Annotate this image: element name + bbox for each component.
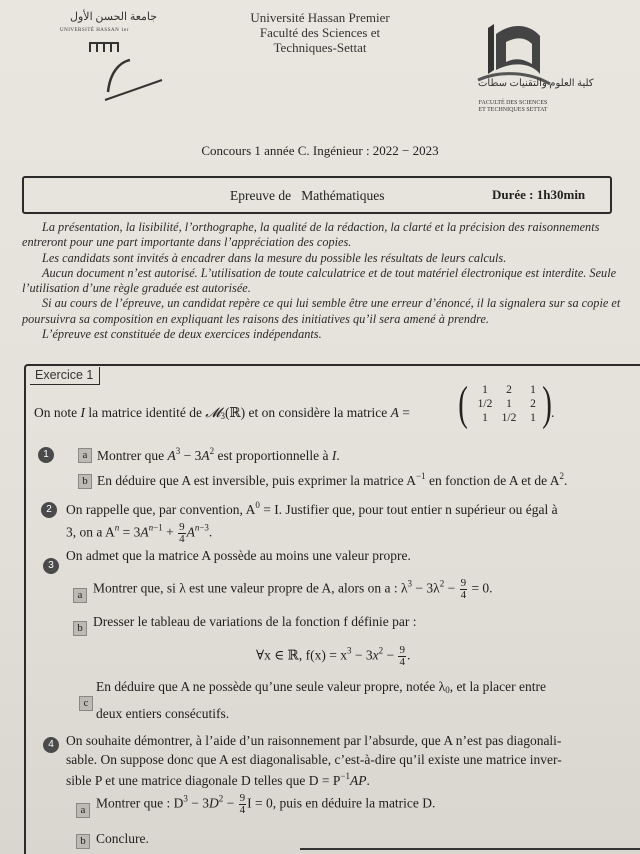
exercise-intro: On note I la matrice identité de 𝓜$_3$(ℝ) et on considère la matrice A = (34, 405, 410, 421)
instruction-paragraph: L’épreuve est constituée de deux exercices indépendants. (42, 327, 322, 342)
university-latin-small: UNIVERSITÉ HASSAN 1er (60, 28, 129, 33)
faculty-latin-small-line1: FACULTÉ DES SCIENCES (478, 100, 548, 106)
matrix-entry: 1/2 (477, 398, 493, 410)
q3b-formula-a: ∀x ∈ ℝ, f(x) = x (256, 647, 347, 663)
instruction-paragraph: Aucun document n’est autorisé. L’utilisation de toute calculatrice et de tout matériel électronique est interdite. Seule l’utilisation d’une règle graduée est autorisée. (22, 265, 617, 296)
intro-text-c: et on considère la matrice (245, 405, 391, 420)
matrix-a-symbol: A (390, 405, 399, 420)
question-3a: Montrer que, si λ est une valeur propre de A, alors on a : $\lambda^3 - 3\lambda^2$ − $\frac{9}{4}$ = 0. (93, 577, 493, 601)
faculty-latin-small (472, 100, 554, 114)
matrix-entry: 1 (530, 384, 536, 396)
q4-text-c: sible P et une matrice diagonale D telles que D = P (66, 773, 341, 788)
subquestion-letter: a (76, 803, 90, 818)
subquestion-letter: a (73, 588, 87, 603)
exercise-label: Exercice 1 (30, 367, 100, 385)
question-number-1: 1 (38, 447, 54, 463)
exam-duration: Durée : 1h30min (492, 187, 586, 202)
q1b-end: en fonction de A et de A (425, 473, 560, 488)
question-1a: Montrer que $A^3 - 3A^2$ est proportionnelle à I. (97, 446, 340, 463)
q3c-text-b: , et la placer entre (449, 679, 547, 694)
question-3c-line2: deux entiers consécutifs. (96, 706, 230, 721)
q4a-text: Montrer que : D (96, 795, 184, 811)
matrix-entries (473, 384, 545, 424)
matrix-space-symbol: 𝓜$_3$(ℝ) (205, 405, 246, 421)
question-3: On admet que la matrice A possède au moins une valeur propre. (66, 548, 411, 563)
matrix-entry: 1/2 (501, 412, 517, 424)
intro-text-a: On note (34, 405, 81, 420)
q1b-text: En déduire que A est inversible, puis exprimer la matrice A (97, 473, 417, 488)
q1a-end: est proportionnelle à (214, 448, 332, 463)
bottom-rule (300, 848, 640, 850)
faculty-name-line2: Techniques-Settat (273, 40, 367, 55)
right-paren: ) (542, 377, 552, 430)
question-3c-line1: En déduire que A ne possède qu’une seule valeur propre, notée $\lambda_0$, et la placer entre (96, 679, 547, 695)
subquestion-letter: a (78, 448, 92, 463)
instruction-paragraph: Les candidats sont invités à encadrer dans la mesure du possible les résultats de leurs calculs. (42, 250, 507, 265)
identity-symbol: I (80, 405, 85, 420)
matrix-a (455, 377, 555, 430)
matrix-entry: 2 (506, 384, 512, 396)
university-swoosh-icon (100, 52, 170, 102)
matrix-period: . (551, 405, 555, 420)
subquestion-letter: c (79, 696, 93, 711)
question-2-line2: 3, on a $A^n = 3A^{n-1}$ + $\frac{9}{4}$ $A^{n-3}$. (66, 521, 213, 545)
question-number-2: 2 (41, 502, 57, 518)
faculty-arabic-name: كلية العلوم والتقنيات سطات (478, 78, 594, 89)
exam-title: Concours 1 année C. Ingénieur : 2022 − 2023 (201, 143, 439, 158)
q4a-end: I = 0, puis en déduire la matrice D. (247, 795, 436, 811)
left-paren: ( (458, 377, 468, 430)
exam-subject: Epreuve de Mathématiques (230, 188, 385, 203)
question-number-3: 3 (43, 558, 59, 574)
function-definition: ∀x ∈ ℝ, $f(x) = x^3 - 3x^2$ − $\frac{9}{4}$ . (256, 644, 411, 668)
question-4-line2: sable. On suppose donc que A est diagonalisable, c’est-à-dire qu’il existe une matrice inver- (66, 752, 562, 767)
matrix-entry: 1 (506, 398, 512, 410)
q2-text-a: On rappelle que, par convention, A (66, 502, 256, 517)
faculty-name-line1: Faculté des Sciences et (259, 25, 381, 40)
q3a-text: Montrer que, si λ est une valeur propre de A, alors on a : λ (93, 580, 408, 596)
matrix-entry: 1 (482, 384, 488, 396)
matrix-entry: 1 (530, 412, 536, 424)
question-4-line3: sible P et une matrice diagonale D telles que $D = P^{-1}AP$. (66, 771, 370, 788)
question-number-4: 4 (43, 737, 59, 753)
subquestion-letter: b (73, 621, 87, 636)
university-name: Université Hassan Premier (250, 10, 390, 25)
q1a-text: Montrer que (97, 448, 168, 463)
university-arabic-name: جامعة الحسن الأول (70, 11, 158, 23)
matrix-entry: 1 (482, 412, 488, 424)
q2-text-b: = I. Justifier que, pour tout entier n supérieur ou égal à (259, 502, 558, 517)
instruction-paragraph: Si au cours de l’épreuve, un candidat repère ce qui lui semble être une erreur d’énoncé, il la signalera sur sa copie et poursuivra sa composition en expliquant les raisons des initiatives qu’il sera amené à prendre. (22, 296, 621, 326)
q2-text-c: 3, on a A (66, 524, 115, 540)
question-4b: Conclure. (96, 831, 149, 846)
faculty-latin-small-line2: ET TECHNIQUES SETTAT (478, 107, 548, 113)
university-header (190, 10, 450, 55)
matrix-entry: 2 (530, 398, 536, 410)
question-1b: En déduire que A est inversible, puis exprimer la matrice $A^{-1}$ en fonction de A et de $A^2$. (97, 471, 568, 488)
q3c-text-a: En déduire que A ne possède qu’une seule valeur propre, notée λ (96, 679, 446, 694)
question-2-line1: On rappelle que, par convention, $A^0 = I$. Justifier que, pour tout entier n supérieur ou égal à (66, 500, 558, 517)
question-4-line1: On souhaite démontrer, à l’aide d’un raisonnement par l’absurde, que A n’est pas diagonali- (66, 733, 562, 748)
question-3b: Dresser le tableau de variations de la fonction f définie par : (93, 614, 417, 629)
instruction-paragraph: La présentation, la lisibilité, l’orthographe, la qualité de la rédaction, la clarté et la précision des raisonnements entreront pour une part importante dans l’appréciation des copies. (22, 220, 600, 250)
question-4a: Montrer que : $D^3 - 3D^2$ − $\frac{9}{4}$ I = 0, puis en déduire la matrice D. (96, 792, 436, 816)
subquestion-letter: b (76, 834, 90, 849)
intro-text-b: la matrice identité de (85, 405, 206, 420)
subquestion-letter: b (78, 474, 92, 489)
instructions (22, 220, 622, 342)
